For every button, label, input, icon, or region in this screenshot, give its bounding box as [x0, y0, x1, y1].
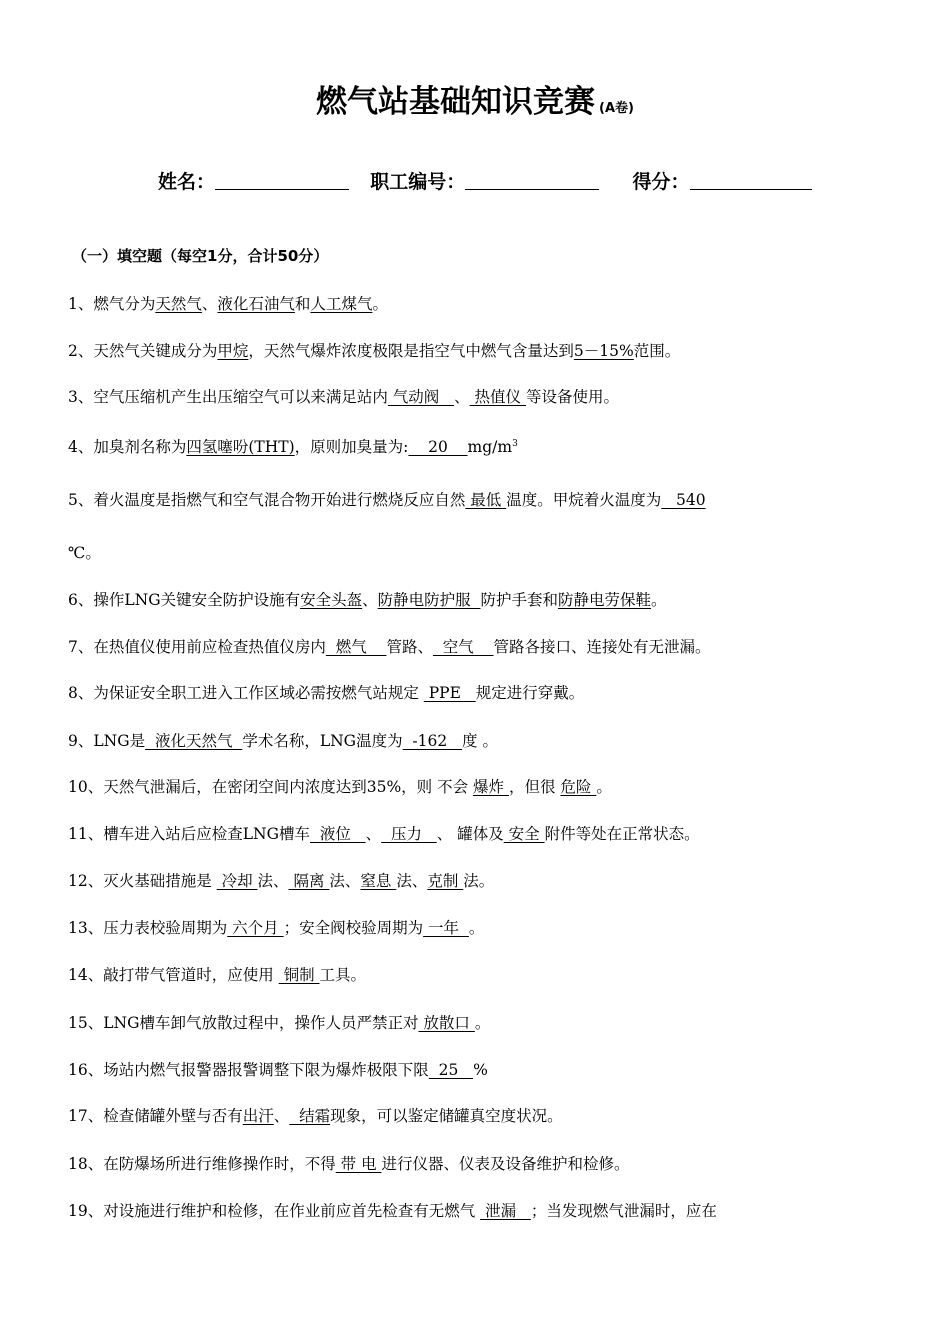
answer-blank: 540 [661, 491, 706, 509]
answer-blank: 冷却 [216, 872, 258, 890]
answer-blank: 泄漏 [480, 1202, 531, 1220]
answer-blank: 四氢噻吩(THT) [186, 438, 295, 457]
answer-blank: 液位 [309, 825, 366, 843]
answer-blank: 最低 [465, 491, 507, 509]
question-16 [68, 1057, 888, 1083]
unit-text: mg/m [467, 438, 513, 457]
question-text: ；当发现燃气泄漏时，应在 [530, 1202, 717, 1220]
employee-id-blank[interactable] [465, 169, 599, 190]
question-text: ，天然气爆炸浓度极限是指空气中燃气含量达到 [248, 342, 574, 360]
answer-blank: 天然气 [155, 295, 202, 313]
question-text: 附件等处在正常状态。 [544, 825, 700, 843]
question-text: 工具。 [319, 966, 367, 984]
answer-blank: 窒息 [360, 872, 397, 890]
question-text: 3、空气压缩机产生出压缩空气可以来满足站内 [68, 388, 388, 406]
question-18 [68, 1151, 888, 1177]
answer-blank: 结霜 [289, 1107, 331, 1125]
employee-id-label: 职工编号： [370, 171, 466, 193]
answer-blank: 空气 [432, 638, 494, 656]
exam-header [158, 166, 878, 198]
question-text: 、 [365, 825, 382, 843]
answer-blank: 燃气 [325, 638, 387, 656]
question-text: 、 [454, 388, 470, 406]
question-text: 。 [474, 1014, 491, 1032]
question-7 [68, 634, 888, 660]
answer-blank: -162 [402, 732, 463, 750]
question-text: 15、LNG槽车卸气放散过程中，操作人员严禁正对 [68, 1014, 419, 1032]
answer-blank: 人工煤气 [310, 295, 373, 313]
question-12 [68, 868, 888, 894]
question-text: 和 [294, 295, 311, 313]
score-blank[interactable] [690, 169, 812, 190]
answer-blank: 25 [428, 1061, 474, 1079]
question-text: 12、灭火基础措施是 [68, 872, 217, 890]
question-text: 10、天然气泄漏后，在密闭空间内浓度达到35%，则 不会 [68, 778, 474, 796]
question-text: 法、 [329, 872, 361, 890]
question-9 [68, 728, 888, 754]
question-text: 。 [468, 919, 485, 937]
question-text: 6、操作LNG关键安全防护设施有 [68, 591, 301, 609]
question-4 [68, 431, 888, 460]
answer-blank: 六个月 [227, 919, 284, 937]
question-1 [68, 291, 888, 317]
question-text: 。 [651, 591, 667, 609]
question-text: ，原则加臭量为: [294, 438, 409, 457]
answer-blank: 液化天然气 [145, 732, 243, 750]
question-13 [68, 915, 888, 941]
question-17 [68, 1103, 888, 1129]
question-text: 16、场站内燃气报警器报警调整下限为爆炸极限下限 [68, 1061, 429, 1079]
question-text: 、 [273, 1107, 290, 1125]
answer-blank: 5－15% [573, 342, 634, 360]
question-text: 度 。 [462, 732, 498, 750]
question-text: 现象，可以鉴定储罐真空度状况。 [330, 1107, 563, 1125]
question-text: 2、天然气关键成分为 [68, 342, 218, 360]
title-paper-version: (A卷) [599, 101, 634, 116]
question-2 [68, 338, 888, 364]
question-text: 19、对设施进行维护和检修，在作业前应首先检查有无燃气 [68, 1202, 481, 1220]
question-text: 1、燃气分为 [68, 295, 156, 313]
question-text: 18、在防爆场所进行维修操作时，不得 [68, 1155, 336, 1173]
question-6 [68, 587, 888, 613]
answer-blank: 隔离 [288, 872, 330, 890]
answer-blank: PPE [423, 684, 476, 702]
question-text: 。 [372, 295, 388, 313]
answer-blank: 气动阀 [387, 388, 455, 406]
question-15 [68, 1010, 888, 1036]
name-blank[interactable] [215, 169, 349, 190]
answer-blank: 20 [408, 438, 468, 457]
answer-blank: 热值仪 [469, 388, 526, 406]
score-label: 得分： [632, 171, 690, 193]
question-14 [68, 962, 888, 988]
question-text: 温度。甲烷着火温度为 [506, 491, 662, 509]
answer-blank: 危险 [560, 778, 597, 796]
question-text: 、 [362, 591, 378, 609]
exam-title [0, 80, 950, 131]
question-text: 法、 [257, 872, 289, 890]
question-text: 9、LNG是 [68, 732, 146, 750]
section-title: （一）填空题（每空1分，合计50分） [72, 247, 329, 265]
question-text: 进行仪器、仪表及设备维护和检修。 [381, 1155, 630, 1173]
answer-blank: 安全头盔 [300, 591, 363, 609]
question-5-continued [68, 540, 888, 566]
question-5 [68, 487, 888, 513]
question-text: 13、压力表校验周期为 [68, 919, 228, 937]
question-text: 5、着火温度是指燃气和空气混合物开始进行燃烧反应自然 [68, 491, 466, 509]
question-text: 7、在热值仪使用前应检查热值仪房内 [68, 638, 326, 656]
answer-blank: 液化石油气 [217, 295, 295, 313]
question-text: % [473, 1061, 488, 1079]
question-text: 范围。 [633, 342, 681, 360]
answer-blank: 防静电劳保鞋 [558, 591, 652, 609]
question-text: 17、检查储罐外壁与否有 [68, 1107, 243, 1125]
answer-blank: 出汗 [242, 1107, 274, 1125]
answer-blank: 克制 [427, 872, 464, 890]
answer-blank: 压力 [381, 825, 437, 843]
answer-blank: 爆炸 [473, 778, 509, 796]
question-text: 、 罐体及 [436, 825, 504, 843]
question-3 [68, 384, 888, 410]
question-text: 8、为保证安全职工进入工作区域必需按燃气站规定 [68, 684, 424, 702]
question-text: 管路各接口、连接处有无泄漏。 [493, 638, 711, 656]
question-text: 学术名称，LNG温度为 [242, 732, 403, 750]
answer-blank: 甲烷 [217, 342, 249, 360]
question-text: ，但很 [508, 778, 561, 796]
question-text: 、 [201, 295, 218, 313]
question-text: 等设备使用。 [525, 388, 619, 406]
question-text: ；安全阀校验周期为 [283, 919, 424, 937]
unit-superscript: 3 [512, 439, 518, 449]
question-text: 规定进行穿戴。 [475, 684, 585, 702]
question-19 [68, 1198, 888, 1224]
question-text: 法、 [396, 872, 428, 890]
answer-blank: 放散口 [418, 1014, 475, 1032]
question-text: ℃。 [68, 544, 101, 562]
question-text: 管路、 [386, 638, 433, 656]
answer-blank: 安全 [503, 825, 545, 843]
title-text: 燃气站基础知识竞赛 [316, 84, 596, 120]
answer-blank: 带 电 [335, 1155, 382, 1173]
question-11 [68, 821, 888, 847]
answer-blank: 铜制 [278, 966, 320, 984]
question-text: 防护手套和 [480, 591, 559, 609]
question-10 [68, 774, 888, 800]
question-text: 11、槽车进入站后应检查LNG槽车 [68, 825, 310, 843]
question-text: 4、加臭剂名称为 [68, 438, 187, 457]
question-8 [68, 680, 888, 706]
question-text: 。 [596, 778, 612, 796]
answer-blank: 一年 [423, 919, 469, 937]
name-label: 姓名： [158, 171, 216, 193]
answer-blank: 防静电防护服 [377, 591, 481, 609]
question-text: 法。 [463, 872, 495, 890]
question-text: 14、敲打带气管道时，应使用 [68, 966, 279, 984]
